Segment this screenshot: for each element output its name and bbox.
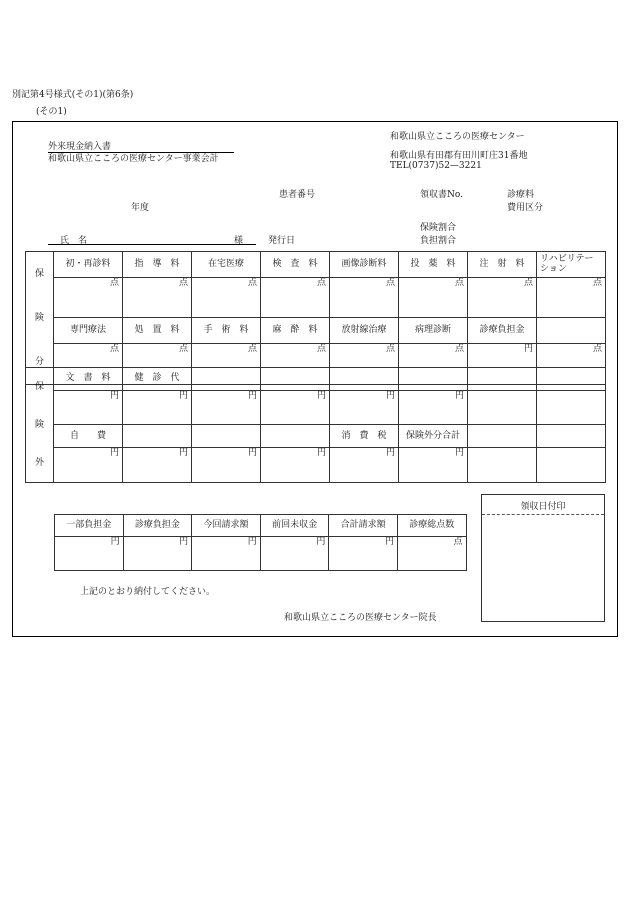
summary-value-cell: 円 [192,537,261,571]
uninsured-value-cell: 円 [192,448,261,483]
summary-header-row [55,515,467,537]
header-blank [537,368,606,391]
header-medication: 投 薬 料 [399,252,468,278]
uninsured-header-row-2 [26,425,606,448]
address: 和歌山県有田郡有田川町庄31番地 [390,151,528,161]
insured-value-cell: 点 [261,344,330,385]
header-rehabilitation: リハビリテーション [537,252,606,278]
header-previous-unpaid: 前回未収金 [260,515,329,537]
insured-value-cell: 点 [330,277,399,318]
header-total-billing: 合計請求額 [329,515,398,537]
fee-category-label-2: 費用区分 [507,203,544,213]
header-blank [123,425,192,448]
header-total-points: 診療総点数 [397,515,466,537]
insured-value-row-1 [26,277,606,318]
summary-value-cell: 円 [55,537,124,571]
header-blank [261,425,330,448]
header-document-fee: 文 書 料 [54,368,123,391]
insured-value-cell: 点 [192,277,261,318]
receipt-number-label: 領収書No. [420,190,463,200]
insured-value-cell: 点 [330,344,399,385]
header-tests: 検 査 料 [261,252,330,278]
uninsured-value-cell: 円 [261,448,330,483]
header-consumption-tax: 消 費 税 [330,425,399,448]
header-initial-visit: 初・再診料 [54,252,123,278]
form-sub: (その1) [36,107,67,117]
director-name: 和歌山県立こころの医療センター院長 [284,613,437,623]
summary-value-cell: 円 [123,537,192,571]
summary-value-cell: 点 [397,537,466,571]
patient-number-label: 患者番号 [279,190,316,200]
form-number: 別記第4号様式(その1)(第6条) [12,90,134,100]
header-blank [468,368,537,391]
fee-category-label-1: 診療料 [507,190,535,200]
uninsured-table [25,367,606,483]
name-label: 氏 名 [60,236,88,246]
payment-note: 上記のとおり納付してください。 [80,587,216,597]
insured-value-cell: 点 [261,277,330,318]
fiscal-year-label: 年度 [131,203,150,213]
center-name: 和歌山県立こころの医療センター [390,132,525,142]
header-blank [192,368,261,391]
uninsured-header-row-1 [26,368,606,391]
insured-value-cell: 点 [123,344,192,385]
insured-value-cell: 点 [192,344,261,385]
uninsured-value-cell: 円 [399,390,468,425]
summary-table [54,514,467,571]
insured-side-label: 保 険 分 [26,252,54,385]
header-guidance: 指 導 料 [123,252,192,278]
header-blank [537,425,606,448]
header-blank [330,368,399,391]
insured-value-cell: 点 [54,344,123,385]
header-blank [399,368,468,391]
uninsured-value-cell: 円 [54,448,123,483]
uninsured-value-cell: 円 [123,448,192,483]
insurance-ratio-label-2: 負担割合 [420,236,457,246]
header-blank [261,368,330,391]
insured-header-row-1 [26,252,606,278]
uninsured-value-cell: 円 [192,390,261,425]
doc-title: 外来現金納入書 [48,139,234,153]
uninsured-value-cell [537,390,606,425]
header-blank [537,318,606,344]
uninsured-value-cell [537,448,606,483]
header-treatment: 処 置 料 [123,318,192,344]
summary-value-row [55,537,467,571]
uninsured-value-cell [468,390,537,425]
insured-header-row-2 [26,318,606,344]
insured-value-cell: 点 [468,277,537,318]
uninsured-value-cell: 円 [123,390,192,425]
uninsured-value-row-1 [26,390,606,425]
telephone: TEL(0737)52—3221 [390,161,482,171]
stamp-divider [482,514,604,515]
header-self-pay: 自 費 [54,425,123,448]
uninsured-value-cell: 円 [330,448,399,483]
header-health-check: 健 診 代 [123,368,192,391]
insured-value-cell: 円 [468,344,537,385]
insured-value-cell: 点 [54,277,123,318]
header-blank [192,425,261,448]
uninsured-value-cell: 円 [261,390,330,425]
header-partial-payment: 一部負担金 [55,515,124,537]
uninsured-value-row-2 [26,448,606,483]
header-radiation: 放射線治療 [330,318,399,344]
header-home-care: 在宅医療 [192,252,261,278]
insurance-ratio-label-1: 保険割合 [420,223,457,233]
header-medical-charge: 診療負担金 [468,318,537,344]
insured-value-cell: 点 [537,344,606,385]
uninsured-value-cell: 円 [399,448,468,483]
insured-value-cell: 点 [399,344,468,385]
insured-table [25,251,606,385]
uninsured-side-label: 保 険 外 [26,368,54,483]
receipt-stamp-label: 領収日付印 [520,502,566,512]
header-anesthesia: 麻 酔 料 [261,318,330,344]
insured-value-cell: 点 [399,277,468,318]
uninsured-value-cell: 円 [54,390,123,425]
header-uninsured-total: 保険外分合計 [399,425,468,448]
honorific-sama: 様 [234,236,244,246]
summary-value-cell: 円 [260,537,329,571]
uninsured-value-cell [468,448,537,483]
issue-date-label: 発行日 [268,236,296,246]
summary-value-cell: 円 [329,537,398,571]
insured-value-cell: 点 [123,277,192,318]
header-injection: 注 射 料 [468,252,537,278]
account-name: 和歌山県立こころの医療センター事業会計 [48,154,219,164]
header-medical-charge: 診療負担金 [123,515,192,537]
header-blank [468,425,537,448]
uninsured-value-cell: 円 [330,390,399,425]
insured-value-cell: 点 [537,277,606,318]
header-imaging: 画像診断料 [330,252,399,278]
header-pathology: 病理診断 [399,318,468,344]
header-surgery: 手 術 料 [192,318,261,344]
receipt-stamp-box [481,494,605,622]
header-current-billing: 今回請求額 [192,515,261,537]
header-specialized-therapy: 専門療法 [54,318,123,344]
